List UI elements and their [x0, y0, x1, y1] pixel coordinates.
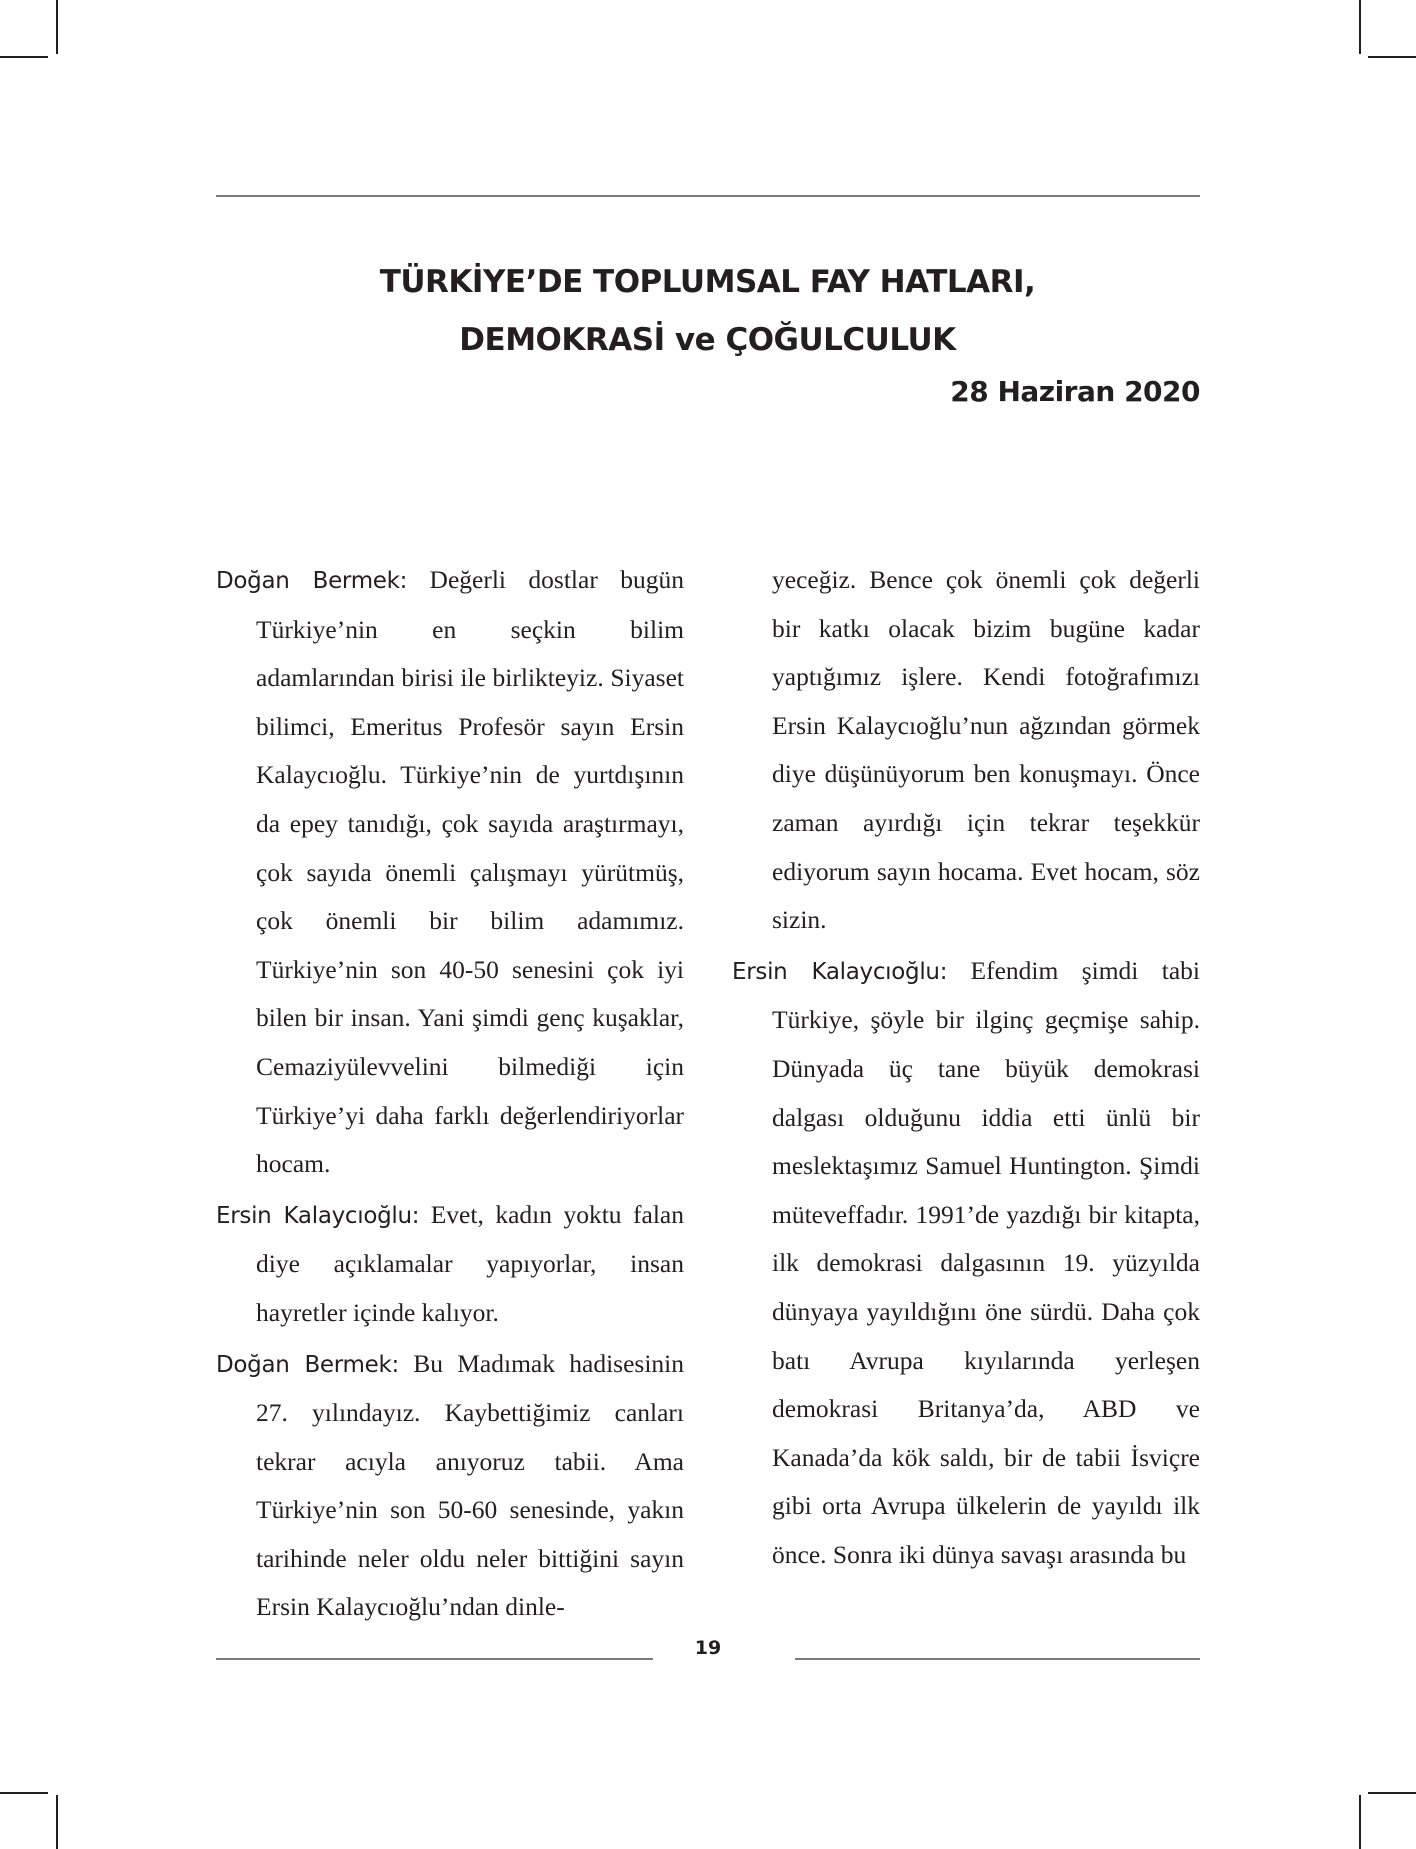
dialogue-paragraph — [216, 1340, 684, 1633]
crop-mark-top-right-horizontal — [1368, 56, 1416, 58]
crop-mark-bottom-right-vertical — [1359, 1795, 1361, 1849]
footer-rule-right — [795, 1658, 1200, 1660]
footer-rule-left — [216, 1658, 653, 1660]
dialogue-paragraph — [216, 1191, 684, 1338]
speaker-name: Ersin Kalaycıoğlu: — [732, 958, 948, 985]
speech-text: Efendim şimdi tabi Türkiye, şöyle bir ilginç geçmişe sahip. Dünyada üç tane büyük demokrasi dalgası olduğunu iddia etti ünlü bir meslektaşımız Samuel Huntington. Şimdi müteveffadır. 1991’de yazdığı bir kitapta, ilk demokrasi dalgasının 19. yüzyılda dünyaya yayıldığını öne sürdü. Daha çok batı Avrupa kıyılarında yerleşen demokrasi Britanya’da, ABD ve Kanada’da kök saldı, bir de tabii İsviçre gibi orta Avrupa ülkelerin de yayıldı ilk önce. Sonra iki dünya savaşı arasında bu — [772, 955, 1200, 1569]
crop-mark-bottom-left-vertical — [56, 1795, 58, 1849]
chapter-title-line-1: TÜRKİYE’DE TOPLUMSAL FAY HATLARI, — [379, 264, 1036, 300]
crop-mark-top-left-horizontal — [0, 56, 48, 58]
page-number: 19 — [694, 1637, 722, 1659]
speaker-name: Ersin Kalaycıoğlu: — [216, 1202, 420, 1229]
crop-mark-bottom-right-horizontal — [1368, 1792, 1416, 1794]
right-text-column — [732, 556, 1200, 1581]
header-rule — [216, 195, 1200, 197]
crop-mark-top-left-vertical — [56, 0, 58, 54]
dialogue-paragraph — [732, 947, 1200, 1580]
chapter-title-line-2: DEMOKRASİ ve ÇOĞULCULUK — [459, 322, 956, 358]
speaker-name: Doğan Bermek: — [216, 568, 408, 594]
crop-mark-top-right-vertical — [1359, 0, 1361, 54]
speech-text: Değerli dostlar bugün Türkiye’nin en seçkin bilim adamlarından birisi ile birlikteyiz. Siyaset bilimci, Emeritus Profesör sayın Ersin Kalaycıoğlu. Türkiye’nin de yurtdışının da epey tanıdığı, çok sayıda araştırmayı, çok sayıda önemli çalışmayı yürütmüş, çok önemli bir bilim adamımız. Türkiye’nin son 40-50 senesini çok iyi bilen bir insan. Yani şimdi genç kuşaklar, Cemaziyülevvelini bilmediği için Türkiye’yi daha farklı değerlendiriyorlar hocam. — [256, 565, 684, 1179]
left-text-column — [216, 556, 684, 1634]
continued-paragraph: yeceğiz. Bence çok önemli çok değerli bir katkı olacak bizim bugüne kadar yaptığımız işlere. Kendi fotoğrafımızı Ersin Kalaycıoğlu’nun ağzından görmek diye düşünüyorum ben konuşmayı. Önce zaman ayırdığı için tekrar teşekkür ediyorum sayın hocama. Evet hocam, söz sizin. — [772, 565, 1200, 935]
dialogue-paragraph — [216, 556, 684, 1189]
crop-mark-bottom-left-horizontal — [0, 1792, 48, 1794]
speech-text: Evet, kadın yoktu falan diye açıklamalar yapıyorlar, insan hayretler içinde kalıyor. — [256, 1199, 684, 1327]
chapter-date: 28 Haziran 2020 — [950, 375, 1200, 408]
speaker-name: Doğan Bermek: — [216, 1351, 399, 1378]
speech-text: Bu Madımak hadisesinin 27. yılındayız. Kaybettiğimiz canları tekrar acıyla anıyoruz tabii. Ama Türkiye’nin son 50-60 senesinde, yakın tarihinde neler oldu neler bittiğini sayın Ersin Kalaycıoğlu’ndan dinle- — [256, 1348, 684, 1622]
